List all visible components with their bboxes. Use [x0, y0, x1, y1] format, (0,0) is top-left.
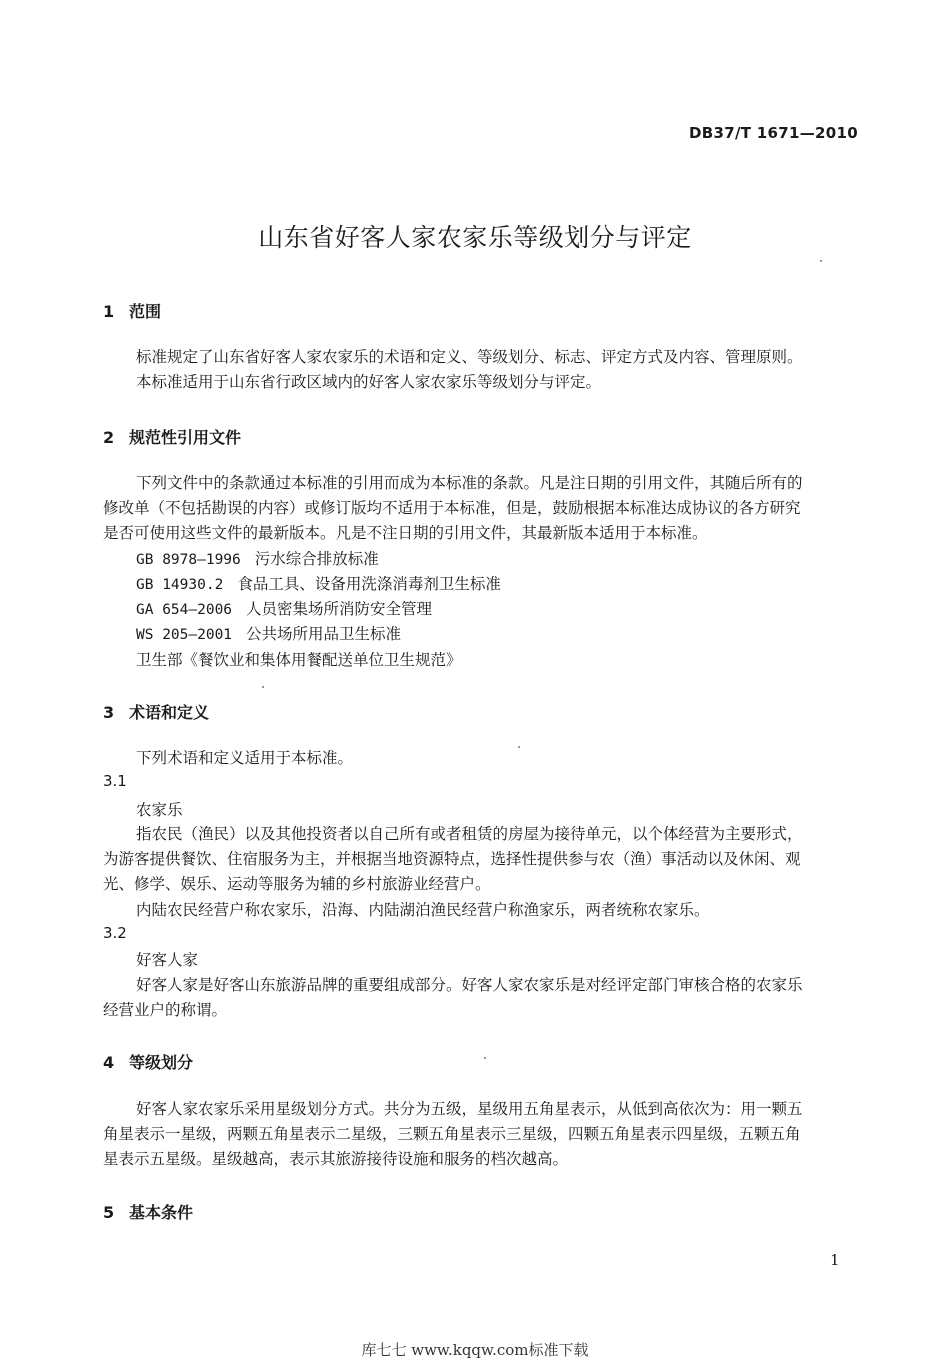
term-definition-line: 为游客提供餐饮、住宿服务为主，并根据当地资源特点，选择性提供参与农（渔）事活动以及休闲、观 — [103, 850, 801, 868]
term-definition-line: 内陆农民经营户称农家乐，沿海、内陆湖泊渔民经营户称渔家乐，两者统称农家乐。 — [136, 901, 710, 919]
section-number: 3 — [103, 703, 115, 722]
scan-speck — [518, 746, 520, 748]
section-4-line: 星表示五星级。星级越高，表示其旅游接待设施和服务的档次越高。 — [103, 1150, 569, 1168]
section-1-paragraph-1: 标准规定了山东省好客人家农家乐的术语和定义、等级划分、标志、评定方式及内容、管理原则。 — [136, 348, 803, 366]
term-number: 3.2 — [103, 924, 127, 942]
term-definition-line: 指农民（渔民）以及其他投资者以自己所有或者租赁的房屋为接待单元，以个体经营为主要形式， — [136, 825, 803, 843]
section-title: 范围 — [129, 302, 162, 321]
section-3-heading — [103, 700, 209, 723]
standard-code: DB37/T 1671—2010 — [689, 124, 858, 142]
page-number: 1 — [830, 1251, 840, 1269]
section-2-heading — [103, 425, 241, 448]
term-name: 好客人家 — [136, 951, 199, 969]
section-5-heading — [103, 1200, 193, 1223]
reference-name: 人员密集场所消防安全管理 — [246, 600, 433, 618]
reference-item — [136, 622, 401, 644]
reference-item-extra: 卫生部《餐饮业和集体用餐配送单位卫生规范》 — [136, 651, 462, 669]
reference-item — [136, 547, 379, 569]
reference-code: GB 8978—1996 — [136, 552, 241, 568]
section-4-heading — [103, 1050, 193, 1073]
section-number: 5 — [103, 1203, 115, 1222]
section-title: 术语和定义 — [129, 703, 210, 722]
reference-name: 污水综合排放标准 — [254, 550, 379, 568]
section-1-heading — [103, 299, 161, 322]
scan-speck — [820, 260, 822, 262]
footer-watermark: 库七七 www.kqqw.com标准下载 — [361, 1341, 589, 1359]
section-4-line: 好客人家农家乐采用星级划分方式。共分为五级，星级用五角星表示，从低到高依次为：用一颗五 — [136, 1100, 803, 1118]
section-4-line: 角星表示一星级，两颗五角星表示二星级，三颗五角星表示三星级，四颗五角星表示四星级，五颗五角 — [103, 1125, 801, 1143]
section-2-intro-line: 是否可使用这些文件的最新版本。凡是不注日期的引用文件，其最新版本适用于本标准。 — [103, 524, 708, 542]
scan-speck — [484, 1057, 486, 1059]
term-number: 3.1 — [103, 772, 127, 790]
section-number: 1 — [103, 302, 115, 321]
section-2-intro-line: 修改单（不包括勘误的内容）或修订版均不适用于本标准，但是，鼓励根据本标准达成协议的各方研究 — [103, 499, 801, 517]
section-title: 基本条件 — [129, 1203, 194, 1222]
section-title: 等级划分 — [129, 1053, 194, 1072]
section-2-intro-line: 下列文件中的条款通过本标准的引用而成为本标准的条款。凡是注日期的引用文件，其随后所有的 — [136, 474, 803, 492]
scan-speck — [262, 686, 264, 688]
section-1-paragraph-2: 本标准适用于山东省行政区域内的好客人家农家乐等级划分与评定。 — [136, 373, 602, 391]
document-title: 山东省好客人家农家乐等级划分与评定 — [258, 223, 692, 252]
section-title: 规范性引用文件 — [129, 428, 242, 447]
reference-code: GB 14930.2 — [136, 577, 224, 593]
term-definition-line: 好客人家是好客山东旅游品牌的重要组成部分。好客人家农家乐是对经评定部门审核合格的农家乐 — [136, 976, 803, 994]
section-number: 2 — [103, 428, 115, 447]
section-number: 4 — [103, 1053, 115, 1072]
term-definition-line: 光、修学、娱乐、运动等服务为辅的乡村旅游业经营户。 — [103, 875, 491, 893]
term-name: 农家乐 — [136, 801, 183, 819]
reference-item — [136, 572, 501, 594]
section-3-intro: 下列术语和定义适用于本标准。 — [136, 749, 354, 767]
reference-item — [136, 597, 432, 619]
reference-code: GA 654—2006 — [136, 602, 233, 618]
term-definition-line: 经营业户的称谓。 — [103, 1001, 228, 1019]
reference-name: 食品工具、设备用洗涤消毒剂卫生标准 — [237, 575, 501, 593]
reference-name: 公共场所用品卫生标准 — [246, 625, 402, 643]
reference-code: WS 205—2001 — [136, 627, 233, 643]
